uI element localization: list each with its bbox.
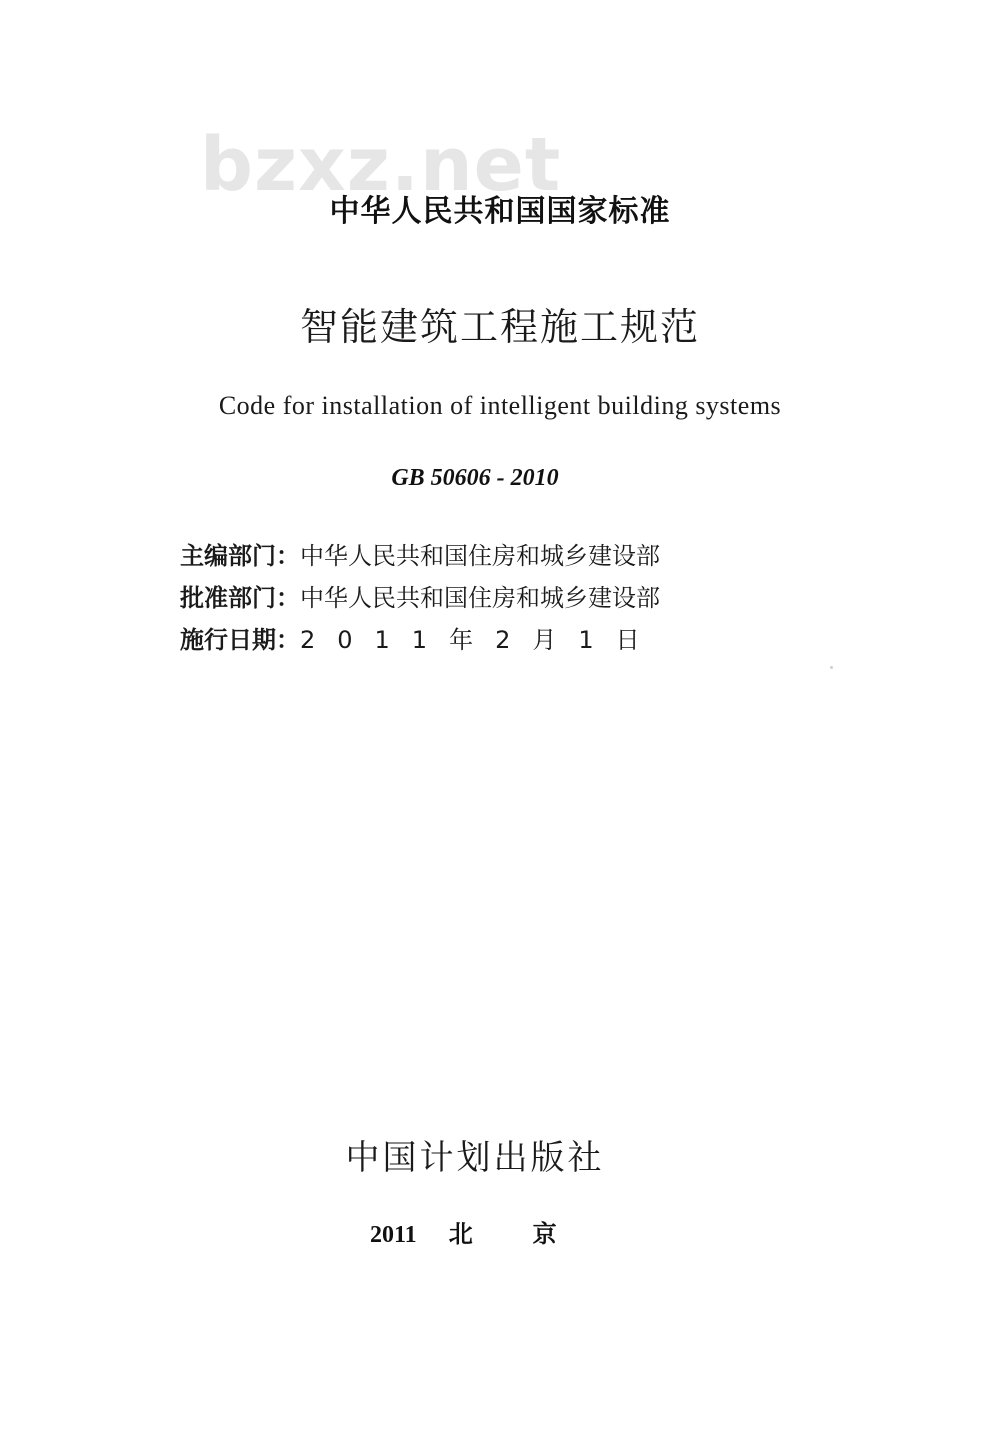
publication-year: 2011 xyxy=(370,1222,417,1248)
approval-row xyxy=(180,577,662,619)
national-standard-heading: 中华人民共和国国家标准 xyxy=(329,194,671,229)
issuing-info xyxy=(180,535,662,661)
effective-date-row xyxy=(180,619,662,661)
approval-value: 中华人民共和国住房和城乡建设部 xyxy=(300,584,660,612)
chief-editor-label: 主编部门： xyxy=(180,542,300,570)
approval-label: 批准部门： xyxy=(180,584,300,612)
effective-date-label: 施行日期： xyxy=(180,626,300,654)
publication-city: 北京 xyxy=(448,1220,617,1248)
watermark: bzxz.net xyxy=(200,122,562,208)
document-title-english: Code for installation of intelligent building systems xyxy=(218,391,782,420)
publisher-name: 中国计划出版社 xyxy=(345,1138,605,1178)
effective-date-value: 2011年2月1日 xyxy=(300,626,662,654)
publication-place-year xyxy=(370,1218,617,1251)
chief-editor-value: 中华人民共和国住房和城乡建设部 xyxy=(300,542,660,570)
scan-speck xyxy=(830,666,833,669)
chief-editor-row xyxy=(180,535,662,577)
document-title-chinese: 智能建筑工程施工规范 xyxy=(299,305,700,349)
standard-code: GB 50606 - 2010 xyxy=(391,465,559,491)
